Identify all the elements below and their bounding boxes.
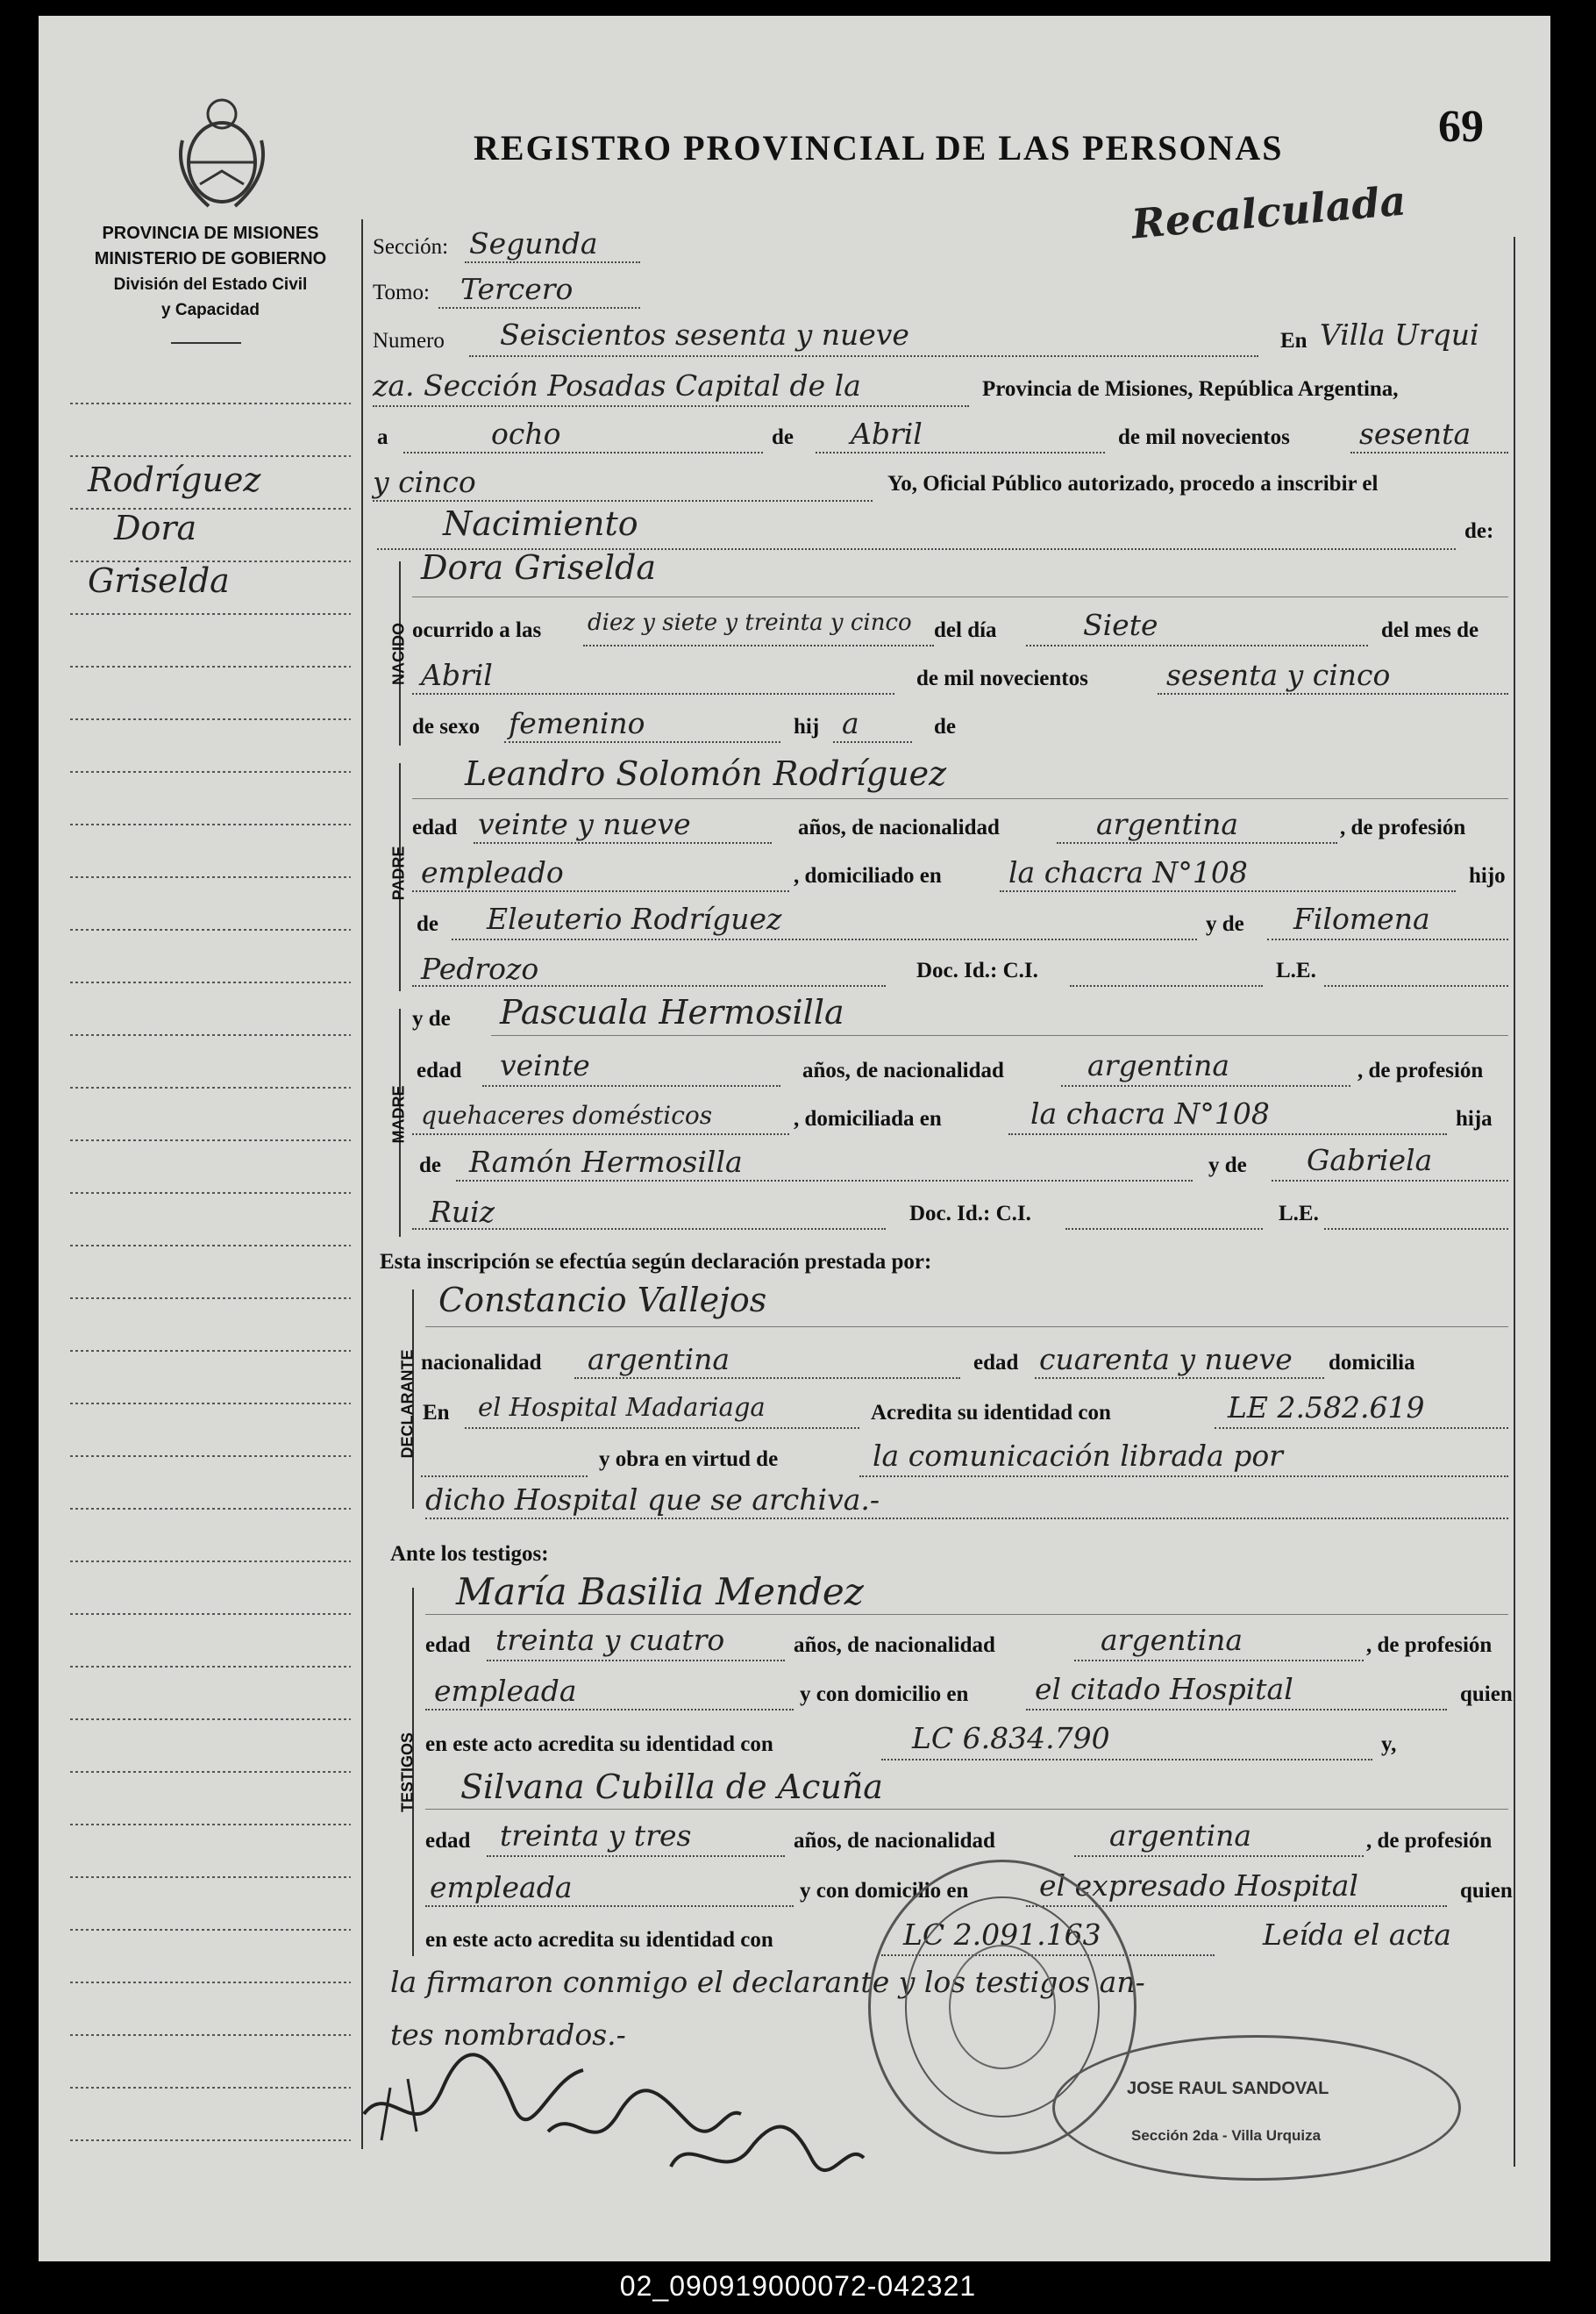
t2-id-value: LC 2.091.163 bbox=[903, 1918, 1101, 1952]
madre-nac-label: años, de nacionalidad bbox=[802, 1059, 1004, 1082]
padre-edad-line bbox=[474, 842, 772, 844]
sexo-line bbox=[504, 741, 780, 743]
padre-nombre-line bbox=[412, 798, 1508, 799]
madre-yde-label: y de bbox=[412, 1007, 451, 1031]
decl-domicilia-label: domicilia bbox=[1329, 1351, 1415, 1375]
t2-nombre-line bbox=[425, 1809, 1508, 1810]
padre-prof-line bbox=[412, 890, 789, 892]
tomo-label: Tomo: bbox=[373, 281, 430, 304]
declarante-label: DECLARANTE bbox=[398, 1349, 417, 1459]
decl-nac-label: nacionalidad bbox=[421, 1351, 542, 1375]
closing-a: Leída el acta bbox=[1263, 1918, 1451, 1952]
t1-edad-value: treinta y cuatro bbox=[495, 1623, 725, 1657]
declarante-nombre: Constancio Vallejos bbox=[438, 1281, 767, 1319]
coat-of-arms-icon bbox=[174, 88, 270, 219]
stamp-office: Sección 2da - Villa Urquiza bbox=[1131, 2127, 1322, 2144]
padre-yde-label: y de bbox=[1206, 912, 1244, 936]
de-colon-label: de: bbox=[1464, 519, 1494, 543]
place-line bbox=[373, 405, 969, 407]
padre-padre-value: Eleuterio Rodríguez bbox=[487, 902, 782, 936]
mil-nov-label: de mil novecientos bbox=[1118, 425, 1290, 449]
tomo-value: Tercero bbox=[460, 272, 574, 306]
decl-virtud-line-2 bbox=[425, 1518, 1508, 1519]
mes-nac-value: Abril bbox=[421, 658, 493, 692]
padre-de-label: de bbox=[417, 912, 438, 936]
numero-value: Seiscientos sesenta y nueve bbox=[500, 318, 909, 352]
del-dia-label: del día bbox=[934, 618, 997, 642]
right-border bbox=[1514, 237, 1515, 2167]
t1-nac-line bbox=[1074, 1660, 1364, 1661]
madre-padre-value: Ramón Hermosilla bbox=[469, 1145, 743, 1179]
provincia-text: Provincia de Misiones, República Argentina, bbox=[982, 377, 1399, 401]
madre-edad-line bbox=[482, 1085, 780, 1087]
margin-name-1: Dora bbox=[114, 509, 197, 547]
t2-nac-label: años, de nacionalidad bbox=[794, 1829, 995, 1853]
del-mes-label: del mes de bbox=[1381, 618, 1479, 642]
t1-nombre: María Basilia Mendez bbox=[456, 1570, 864, 1613]
madre-le-label: L.E. bbox=[1279, 1202, 1319, 1225]
t2-edad-line bbox=[487, 1855, 785, 1857]
madre-edad-value: veinte bbox=[500, 1048, 590, 1082]
numero-line bbox=[469, 355, 1258, 357]
division-label-2: y Capacidad bbox=[161, 301, 260, 319]
madre-label: MADRE bbox=[389, 1085, 408, 1144]
signature-scribbles bbox=[355, 2026, 881, 2202]
division-label: División del Estado Civil bbox=[113, 275, 308, 294]
decl-virtud-label: y obra en virtud de bbox=[599, 1447, 779, 1471]
madre-edad-label: edad bbox=[417, 1059, 462, 1082]
madre-madre-value: Gabriela bbox=[1307, 1143, 1433, 1177]
acto-value: Nacimiento bbox=[443, 504, 638, 543]
seccion-value: Segunda bbox=[469, 226, 598, 261]
padre-hijo-label: hijo bbox=[1469, 864, 1506, 888]
decl-virtud-value-2: dicho Hospital que se archiva.- bbox=[425, 1482, 880, 1517]
padre-dom-value: la chacra N°108 bbox=[1008, 855, 1248, 889]
t1-quien-label: quien bbox=[1460, 1682, 1513, 1706]
header-underline bbox=[171, 342, 241, 344]
t2-quien-label: quien bbox=[1460, 1879, 1513, 1903]
decl-virtud-pre-line bbox=[421, 1475, 588, 1477]
t2-nac-line bbox=[1074, 1855, 1364, 1857]
padre-madre-line bbox=[1267, 939, 1508, 940]
anio-value: sesenta bbox=[1359, 417, 1471, 451]
padre-le-label: L.E. bbox=[1276, 959, 1316, 982]
anio-nac-value: sesenta y cinco bbox=[1166, 658, 1391, 692]
padre-madre-line-2 bbox=[412, 985, 886, 987]
sexo-value: femenino bbox=[509, 706, 645, 740]
t1-id-value: LC 6.834.790 bbox=[912, 1721, 1110, 1755]
decl-edad-line bbox=[1035, 1377, 1324, 1379]
decl-nac-value: argentina bbox=[588, 1342, 730, 1376]
decl-dom-value: el Hospital Madariaga bbox=[478, 1392, 766, 1422]
padre-label: PADRE bbox=[389, 846, 408, 901]
madre-dom-value: la chacra N°108 bbox=[1030, 1096, 1270, 1131]
mes-nac-line bbox=[412, 693, 894, 695]
madre-prof-label: , de profesión bbox=[1357, 1059, 1484, 1082]
decl-virtud-value: la comunicación librada por bbox=[873, 1439, 1283, 1473]
padre-docid-label: Doc. Id.: C.I. bbox=[916, 959, 1038, 982]
padre-nac-value: argentina bbox=[1096, 807, 1239, 841]
t2-dom-value: el expresado Hospital bbox=[1039, 1868, 1358, 1903]
closing-line-1: la firmaron conmigo el declarante y los testigos an- bbox=[390, 1965, 1145, 1999]
a-label: a bbox=[377, 425, 388, 449]
de-label: de bbox=[772, 425, 794, 449]
de-mil-nov-label: de mil novecientos bbox=[916, 667, 1088, 690]
madre-le-line bbox=[1324, 1228, 1508, 1230]
margin-separator bbox=[361, 219, 363, 2149]
t1-dom-line bbox=[1026, 1709, 1447, 1711]
padre-prof-value: empleado bbox=[421, 855, 564, 889]
madre-yde-label-2: y de bbox=[1208, 1153, 1247, 1177]
page-number: 69 bbox=[1438, 102, 1484, 152]
recalculated-annotation: Recalculada bbox=[1129, 176, 1408, 248]
padre-ci-line bbox=[1070, 985, 1263, 987]
t1-prof-line bbox=[425, 1709, 794, 1711]
madre-nombre-line bbox=[491, 1035, 1508, 1036]
t1-nombre-line bbox=[425, 1614, 1508, 1615]
dia-nac-value: Siete bbox=[1083, 608, 1158, 642]
t1-id-line bbox=[881, 1759, 1372, 1760]
decl-edad-value: cuarenta y nueve bbox=[1039, 1342, 1293, 1376]
anio-value-2: y cinco bbox=[373, 465, 476, 499]
mes-value: Abril bbox=[851, 417, 923, 451]
madre-ci-line bbox=[1065, 1228, 1263, 1230]
name-stamp bbox=[1052, 2035, 1461, 2181]
seccion-line bbox=[465, 261, 640, 263]
t2-prof-line bbox=[425, 1905, 794, 1907]
madre-de-label: de bbox=[419, 1153, 441, 1177]
margin-name-2: Griselda bbox=[88, 561, 230, 600]
madre-madre-value-2: Ruiz bbox=[430, 1195, 495, 1229]
margin-surname: Rodríguez bbox=[88, 461, 261, 499]
padre-prof-label: , de profesión bbox=[1340, 816, 1466, 839]
hora-line bbox=[583, 645, 934, 646]
closing-line-2: tes nombrados.- bbox=[390, 2018, 626, 2052]
padre-dom-line bbox=[1000, 890, 1456, 892]
t1-nac-label: años, de nacionalidad bbox=[794, 1633, 995, 1657]
padre-nac-line bbox=[1057, 842, 1337, 844]
padre-dom-label: , domiciliado en bbox=[794, 864, 942, 888]
t1-prof-value: empleada bbox=[434, 1674, 577, 1708]
padre-edad-value: veinte y nueve bbox=[478, 807, 691, 841]
madre-nac-line bbox=[1061, 1085, 1350, 1087]
decl-acredita-label: Acredita su identidad con bbox=[871, 1401, 1111, 1425]
t1-edad-label: edad bbox=[425, 1633, 471, 1657]
t2-edad-value: treinta y tres bbox=[500, 1818, 692, 1853]
madre-madre-line-2 bbox=[412, 1228, 886, 1230]
left-header bbox=[61, 221, 360, 323]
footer-code: 02_090919000072-042321 bbox=[619, 2270, 977, 2302]
testigos-intro: Ante los testigos: bbox=[390, 1542, 549, 1566]
t2-nombre: Silvana Cubilla de Acuña bbox=[460, 1768, 883, 1806]
t1-acto-label: en este acto acredita su identidad con bbox=[425, 1732, 773, 1756]
t1-edad-line bbox=[487, 1660, 785, 1661]
hora-value: diez y siete y treinta y cinco bbox=[588, 610, 912, 636]
t1-y-label: y, bbox=[1381, 1732, 1397, 1756]
t1-nac-value: argentina bbox=[1101, 1623, 1243, 1657]
inscripcion-text: Esta inscripción se efectúa según declaración prestada por: bbox=[380, 1250, 932, 1274]
madre-padre-line bbox=[456, 1180, 1193, 1182]
stamp-name: JOSE RAUL SANDOVAL bbox=[1127, 2079, 1329, 2098]
margin-lines bbox=[70, 395, 360, 2167]
nacido-label: NACIDO bbox=[389, 623, 408, 685]
dia-nac-line bbox=[1026, 645, 1368, 646]
t2-prof-label: , de profesión bbox=[1366, 1829, 1493, 1853]
padre-madre-value: Filomena bbox=[1293, 902, 1430, 936]
nombre-value: Dora Griselda bbox=[421, 548, 657, 587]
padre-nombre: Leandro Solomón Rodríguez bbox=[465, 754, 947, 793]
t2-prof-value: empleada bbox=[430, 1870, 573, 1904]
sexo-label: de sexo bbox=[412, 715, 481, 739]
madre-dom-line bbox=[1008, 1133, 1447, 1135]
page-title: REGISTRO PROVINCIAL DE LAS PERSONAS bbox=[474, 128, 1284, 168]
dia-value: ocho bbox=[491, 417, 561, 451]
declarante-line bbox=[425, 1326, 1508, 1327]
madre-docid-label: Doc. Id.: C.I. bbox=[909, 1202, 1031, 1225]
decl-id-value: LE 2.582.619 bbox=[1228, 1390, 1425, 1425]
numero-label: Numero bbox=[373, 329, 445, 353]
decl-edad-label: edad bbox=[973, 1351, 1019, 1375]
decl-nac-line bbox=[574, 1377, 960, 1379]
mes-line bbox=[816, 452, 1105, 454]
hij-label: hij bbox=[794, 715, 820, 739]
province-label: PROVINCIA DE MISIONES bbox=[102, 224, 319, 243]
madre-nac-value: argentina bbox=[1087, 1048, 1230, 1082]
en-value-2: za. Sección Posadas Capital de la bbox=[373, 368, 861, 403]
t2-nac-value: argentina bbox=[1109, 1818, 1252, 1853]
anio-line-2 bbox=[373, 500, 873, 502]
madre-prof-line bbox=[412, 1133, 789, 1135]
madre-madre-line bbox=[1272, 1180, 1508, 1182]
padre-madre-value-2: Pedrozo bbox=[421, 952, 539, 986]
t1-dom-label: y con domicilio en bbox=[800, 1682, 969, 1706]
madre-hija-label: hija bbox=[1456, 1107, 1493, 1131]
decl-dom-line bbox=[465, 1427, 859, 1429]
en-value: Villa Urqui bbox=[1320, 318, 1479, 352]
testigos-label: TESTIGOS bbox=[398, 1732, 417, 1813]
padre-edad-label: edad bbox=[412, 816, 458, 839]
decl-virtud-line bbox=[859, 1475, 1508, 1477]
sexo-de-label: de bbox=[934, 715, 956, 739]
padre-le-line bbox=[1324, 985, 1508, 987]
hij-value: a bbox=[842, 706, 859, 740]
anio-line bbox=[1350, 452, 1508, 454]
anio-nac-line bbox=[1158, 693, 1508, 695]
madre-nombre: Pascuala Hermosilla bbox=[500, 993, 844, 1032]
t2-acto-label: en este acto acredita su identidad con bbox=[425, 1928, 773, 1952]
en-label: En bbox=[1280, 329, 1307, 353]
nombre-line bbox=[412, 596, 1508, 597]
decl-id-line bbox=[1215, 1427, 1508, 1429]
decl-en-label: En bbox=[423, 1401, 450, 1425]
ministry-label: MINISTERIO DE GOBIERNO bbox=[94, 249, 327, 268]
madre-dom-label: , domiciliada en bbox=[794, 1107, 942, 1131]
padre-padre-line bbox=[452, 939, 1197, 940]
tomo-line bbox=[438, 307, 640, 309]
hij-line bbox=[833, 741, 912, 743]
t2-dom-label: y con domicilio en bbox=[800, 1879, 969, 1903]
t1-dom-value: el citado Hospital bbox=[1035, 1672, 1293, 1706]
seccion-label: Sección: bbox=[373, 235, 449, 259]
madre-prof-value: quehaceres domésticos bbox=[421, 1101, 713, 1130]
ocurrido-label: ocurrido a las bbox=[412, 618, 542, 642]
padre-nac-label: años, de nacionalidad bbox=[798, 816, 1000, 839]
t1-prof-label: , de profesión bbox=[1366, 1633, 1493, 1657]
dia-line bbox=[403, 452, 763, 454]
t2-edad-label: edad bbox=[425, 1829, 471, 1853]
oficial-text: Yo, Oficial Público autorizado, procedo a inscribir el bbox=[887, 472, 1379, 496]
